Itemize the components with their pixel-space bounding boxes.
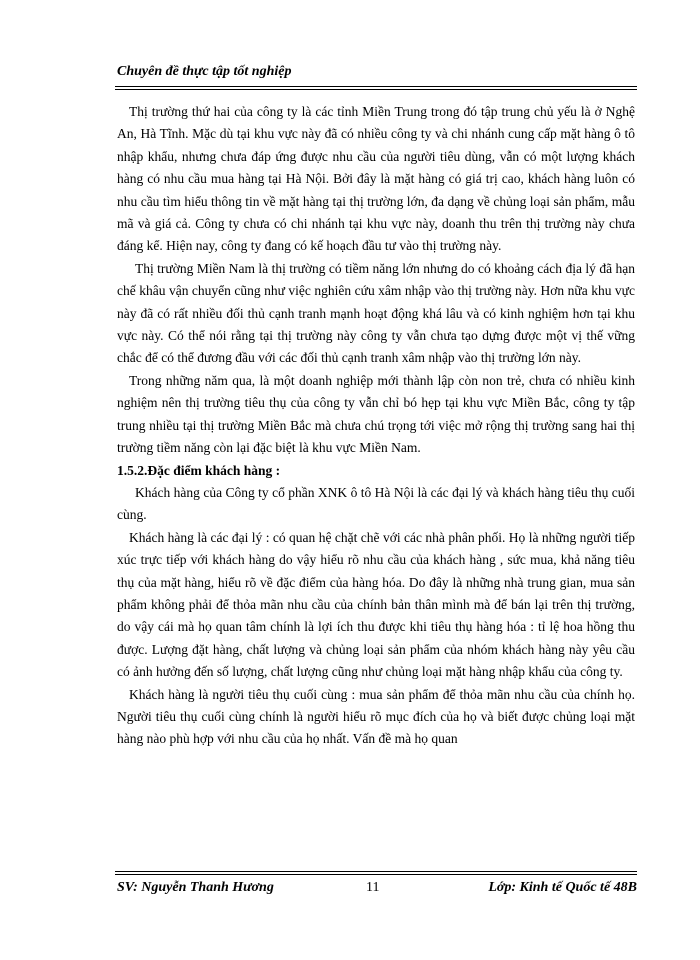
paragraph-end-consumers: Khách hàng là người tiêu thụ cuối cùng : mua sản phẩm để thỏa mãn nhu cầu của chính họ. Người tiêu thụ cuối cùng chính là người hiểu rõ mục đích của họ và biết được chủng loại mặt hàng nào phù hợp với nhu cầu của họ nhất. Vấn đề mà họ quan	[117, 686, 635, 747]
footer-student-name: SV: Nguyễn Thanh Hương	[117, 880, 274, 895]
footer-rule	[115, 874, 637, 875]
paragraph-agents: Khách hàng là các đại lý : có quan hệ chặt chẽ với các nhà phân phối. Họ là những người tiếp xúc trực tiếp với khách hàng do vậy hiểu rõ nhu cầu của khách hàng , sức mua, khả năng tiêu thụ của mặt hàng, hiểu rõ về đặc điểm của hàng hóa. Do đây là những nhà trung gian, mua sản phẩm không phải để thỏa mãn nhu cầu của chính bản thân mình mà để bán lại trên thị trường, do vậy cái mà họ quan tâm chính là lợi ích thu được khi tiêu thụ hàng hóa : tỉ lệ hoa hồng thu được. Lượng đặt hàng, chất lượng và chủng loại sản phẩm của nhóm khách hàng này yêu cầu có ảnh hưởng đến số lượng, chất lượng cũng như chủng loại mặt hàng nhập khẩu của công ty.	[117, 529, 635, 680]
header-rule-thin	[115, 89, 637, 90]
section-heading: 1.5.2.Đặc điểm khách hàng :	[117, 462, 281, 478]
header-rule	[115, 86, 637, 87]
paragraph-customers: Khách hàng của Công ty cổ phần XNK ô tô Hà Nội là các đại lý và khách hàng tiêu thụ cuối cùng.	[117, 484, 635, 523]
footer-class: Lớp: Kinh tế Quốc tế 48B	[488, 880, 637, 895]
running-header: Chuyên đề thực tập tốt nghiệp	[117, 64, 292, 79]
page-number: 11	[366, 880, 380, 895]
paragraph-past-years: Trong những năm qua, là một doanh nghiệp mới thành lập còn non trẻ, chưa có nhiều kinh nghiệm nên thị trường tiêu thụ của công ty vẫn chỉ bó hẹp tại khu vực Miền Bắc, công ty tập trung nhiều tại thị trường Miền Bắc mà chưa chú trọng tới việc mở rộng thị trường sang hai thị trường tiềm năng còn lại đặc biệt là khu vực Miền Nam.	[117, 372, 635, 456]
footer-rule-thin	[115, 871, 637, 872]
paragraph-southern-market: Thị trường Miền Nam là thị trường có tiềm năng lớn nhưng do có khoảng cách địa lý đã hạn chế khâu vận chuyển cũng như việc nghiên cứu xâm nhập vào thị trường này. Hơn nữa khu vực này đã có rất nhiều đối thủ cạnh tranh mạnh hoạt động khá lâu và có kinh nghiệm hơn tại khu vực này. Có thể nói rằng tại thị trường này công ty vẫn chưa tạo dựng được một vị thế vững chắc để có thể đương đầu với các đối thủ cạnh tranh xâm nhập vào thị trường lớn này.	[117, 260, 635, 366]
page-body	[117, 101, 635, 751]
paragraph-central-market: Thị trường thứ hai của công ty là các tỉnh Miền Trung trong đó tập trung chủ yếu là ở Nghệ An, Hà Tĩnh. Mặc dù tại khu vực này đã có nhiều công ty và chi nhánh cung cấp mặt hàng ô tô nhập khẩu, nhưng chưa đáp ứng được nhu cầu của người tiêu dùng, vẫn có một lượng khách hàng có nhu cầu mua hàng tại Hà Nội. Bởi đây là mặt hàng có giá trị cao, khách hàng luôn có nhu cầu tìm hiểu thông tin về mặt hàng tại thị trường lớn, đa dạng về chủng loại sản phẩm, mẫu mã và giá cả. Công ty chưa có chi nhánh tại khu vực này, doanh thu trên thị trường này chưa đáng kể. Hiện nay, công ty đang có kế hoạch đầu tư vào thị trường này.	[117, 104, 635, 254]
